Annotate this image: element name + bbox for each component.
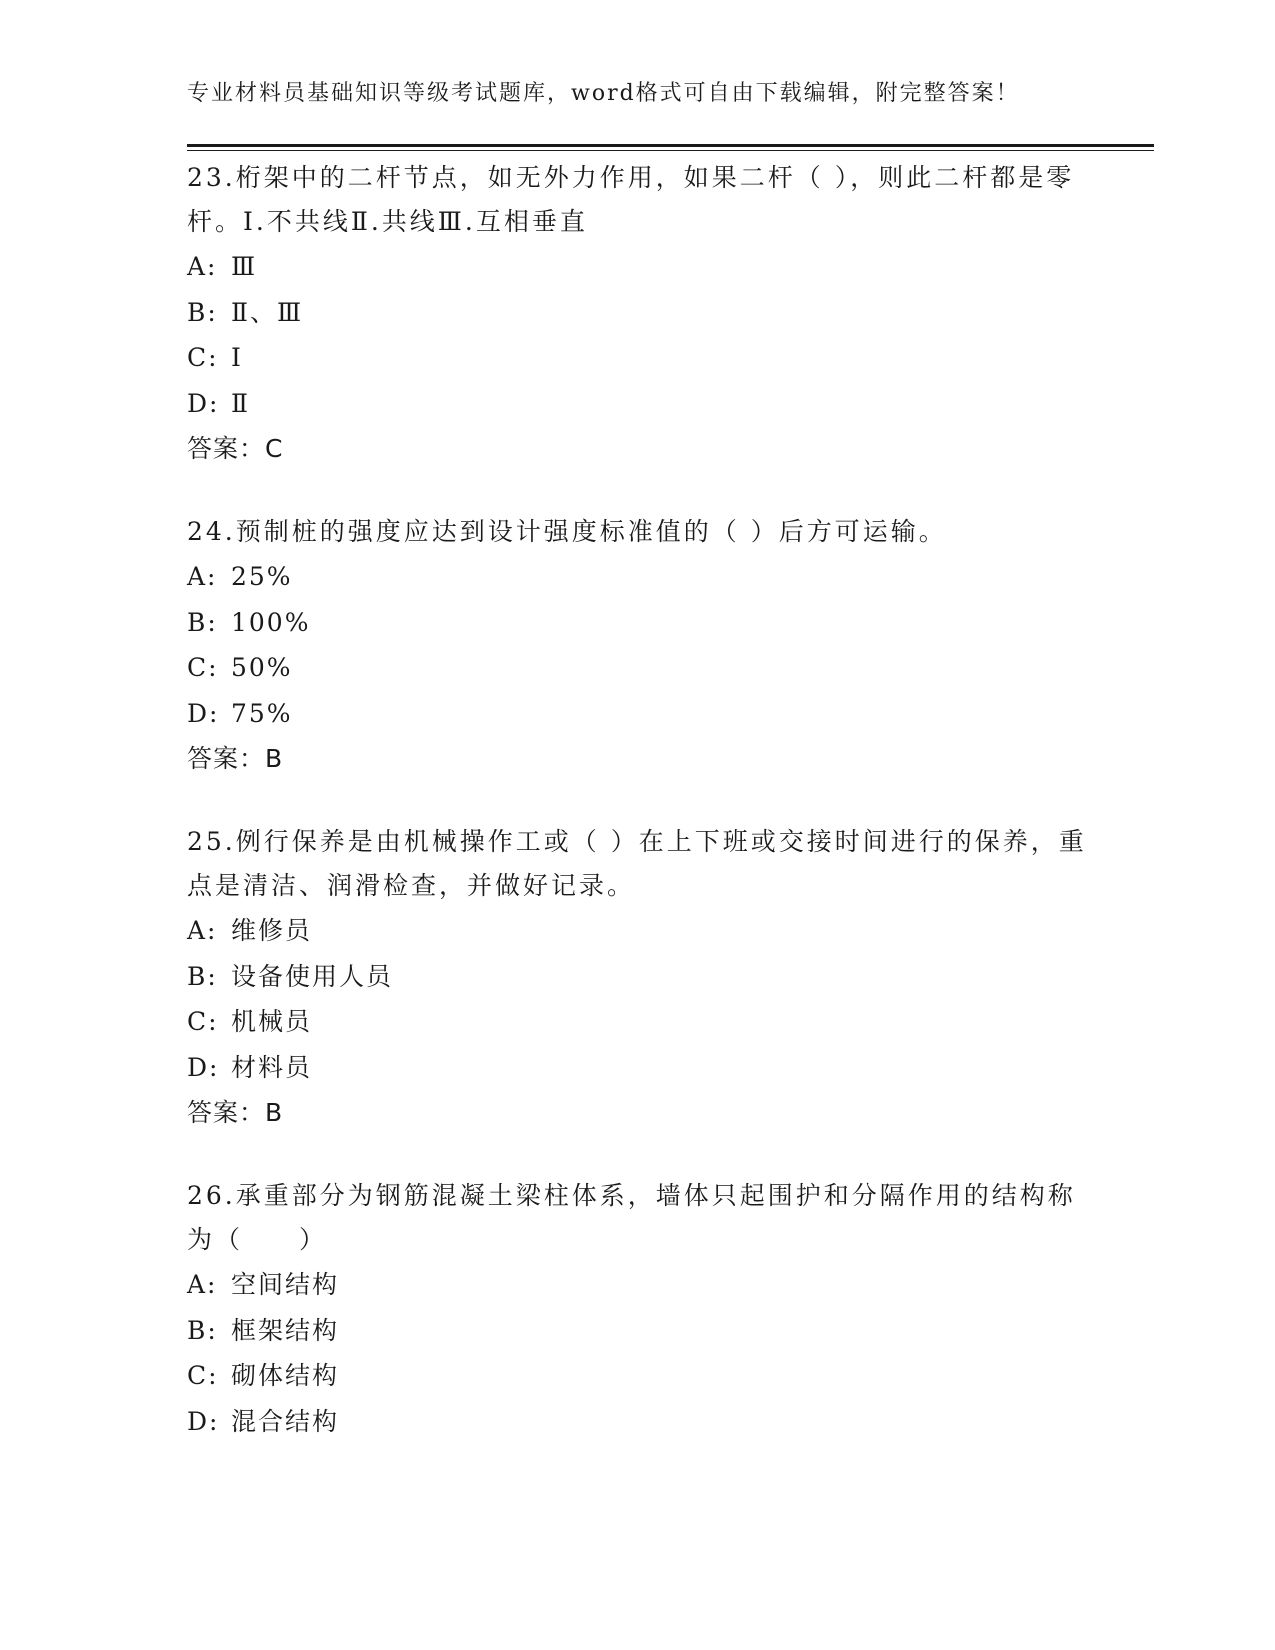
option-key: B: <box>187 961 218 991</box>
option-text: Ⅱ <box>231 388 250 418</box>
option-text: Ⅱ、Ⅲ <box>231 297 304 327</box>
option-c <box>187 1353 1087 1399</box>
option-key: D: <box>187 1052 220 1082</box>
option-key: B: <box>187 1315 218 1345</box>
option-b <box>187 1308 1087 1354</box>
option-key: A: <box>187 916 218 945</box>
option-a <box>187 244 1087 290</box>
option-d <box>187 381 1087 427</box>
option-text: 100% <box>231 607 311 637</box>
option-text: 空间结构 <box>231 1270 340 1299</box>
question-text: 24.预制桩的强度应达到设计强度标准值的（ ）后方可运输。 <box>187 517 947 546</box>
option-a <box>187 554 1087 600</box>
option-a <box>187 908 1087 954</box>
option-text: 25% <box>231 562 293 591</box>
option-key: D: <box>187 388 220 418</box>
option-text: 机械员 <box>231 1007 313 1036</box>
option-key: B: <box>187 297 218 327</box>
option-key: D: <box>187 1406 220 1436</box>
answer-line: 答案：C <box>187 434 284 463</box>
option-text: 框架结构 <box>231 1315 340 1345</box>
question-spacer <box>187 782 1087 820</box>
question-list <box>187 156 1087 1444</box>
option-text: 设备使用人员 <box>231 961 394 991</box>
question-25 <box>187 820 1087 1136</box>
option-c <box>187 645 1087 691</box>
option-text: 混合结构 <box>231 1406 340 1436</box>
question-spacer <box>187 1136 1087 1174</box>
question-text: 25.例行保养是由机械操作工或（ ）在上下班或交接时间进行的保养，重点是清洁、润滑检查，并做好记录。 <box>187 827 1087 900</box>
question-spacer <box>187 472 1087 510</box>
question-23 <box>187 156 1087 472</box>
answer-line: 答案：B <box>187 1098 284 1127</box>
option-text: I <box>231 343 243 372</box>
option-key: B: <box>187 607 218 637</box>
option-text: Ⅲ <box>231 252 258 281</box>
question-text: 23.桁架中的二杆节点，如无外力作用，如果二杆（ ），则此二杆都是零杆。I.不共线Ⅱ.共线Ⅲ.互相垂直 <box>187 163 1075 236</box>
option-text: 50% <box>231 653 293 682</box>
option-b <box>187 600 1087 646</box>
option-key: C: <box>187 1007 219 1036</box>
option-key: A: <box>187 252 218 281</box>
option-key: C: <box>187 653 219 682</box>
option-c <box>187 999 1087 1045</box>
option-key: C: <box>187 343 219 372</box>
option-d <box>187 691 1087 737</box>
option-key: C: <box>187 1361 219 1390</box>
option-b <box>187 954 1087 1000</box>
option-key: A: <box>187 562 218 591</box>
option-c <box>187 335 1087 381</box>
question-text: 26.承重部分为钢筋混凝土梁柱体系，墙体只起围护和分隔作用的结构称为（ ） <box>187 1181 1076 1254</box>
answer-line: 答案：B <box>187 744 284 773</box>
option-text: 75% <box>231 698 293 728</box>
option-key: A: <box>187 1270 218 1299</box>
header-rule-thick <box>187 144 1154 147</box>
option-text: 维修员 <box>231 916 313 945</box>
option-text: 砌体结构 <box>231 1361 340 1390</box>
header-rule-thin <box>187 150 1154 151</box>
question-24 <box>187 510 1087 782</box>
option-text: 材料员 <box>231 1052 313 1082</box>
option-b <box>187 290 1087 336</box>
option-key: D: <box>187 698 220 728</box>
question-26 <box>187 1174 1087 1444</box>
page-header: 专业材料员基础知识等级考试题库，word格式可自由下载编辑，附完整答案！ <box>187 81 1020 106</box>
option-d <box>187 1399 1087 1445</box>
option-a <box>187 1262 1087 1308</box>
option-d <box>187 1045 1087 1091</box>
